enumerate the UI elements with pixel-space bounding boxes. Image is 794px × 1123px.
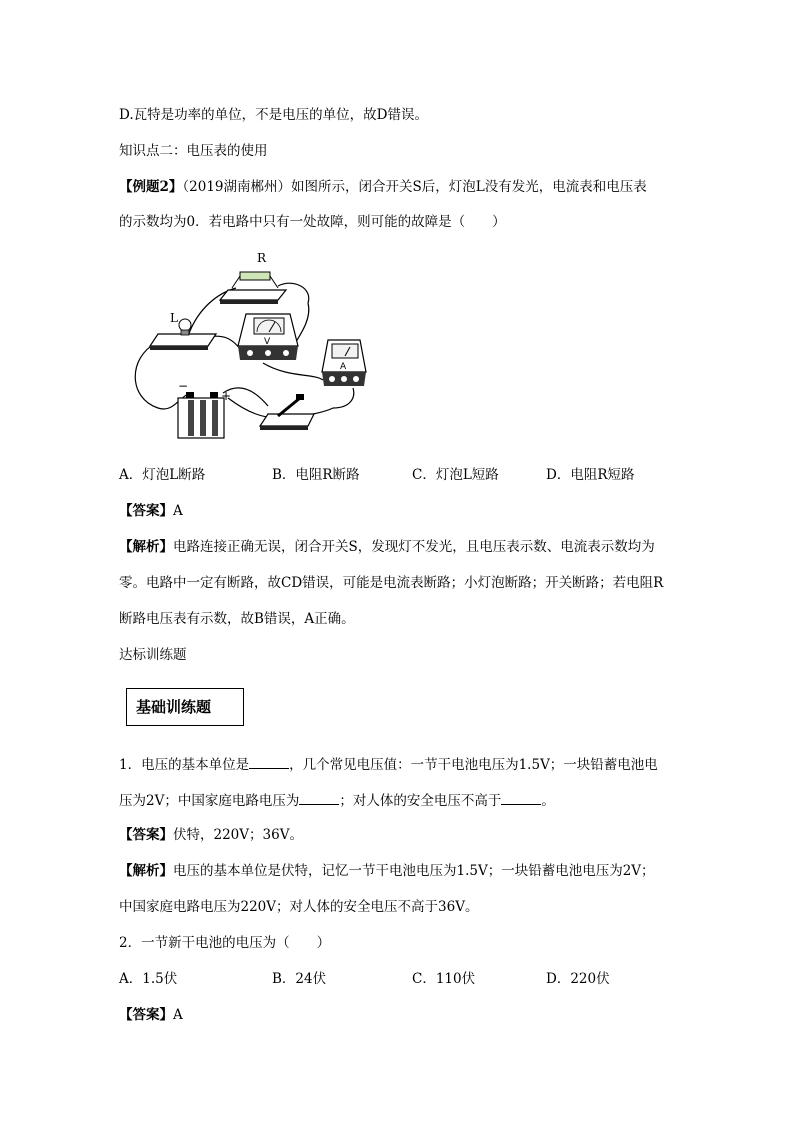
- question-2: 2．一节新干电池的电压为（ ）: [119, 935, 331, 951]
- example-2-line1: [119, 178, 647, 196]
- question-1-line2: [119, 790, 555, 810]
- label-plus: +: [221, 389, 232, 403]
- example-tag: 【例题2】: [119, 179, 183, 195]
- q1-part-d: ；对人体的安全电压不高于: [339, 793, 502, 809]
- battery: [178, 392, 224, 438]
- text-line-d-conclusion: D.瓦特是功率的单位，不是电压的单位，故D错误。: [119, 107, 428, 123]
- analysis-line-5: 中国家庭电路电压为220V；对人体的安全电压不高于36V。: [119, 899, 479, 915]
- answer-line-3: [119, 1006, 183, 1024]
- analysis-text-2: 电压的基本单位是伏特，记忆一节干电池电压为1.5V；一块铅蓄电池电压为2V；: [173, 863, 655, 879]
- answer-line-1: [119, 502, 183, 520]
- option-d: D．电阻R短路: [546, 467, 635, 483]
- answer-value-2: 伏特，220V；36V。: [173, 827, 303, 843]
- circuit-figure: [128, 248, 378, 448]
- answer-tag-3: 【答案】: [119, 1007, 173, 1023]
- example-text: （2019湖南郴州）如图所示，闭合开关S后，灯泡L没有发光，电流表和电压表: [182, 179, 647, 195]
- lamp-l: [150, 319, 216, 350]
- option-a-2: A．1.5伏: [119, 971, 178, 987]
- basic-training-box: 基础训练题: [126, 688, 244, 726]
- resistor-r: [220, 272, 286, 304]
- blank-3: [501, 790, 541, 805]
- q1-part-e: 。: [541, 793, 555, 809]
- q1-part-a: 1．电压的基本单位是: [119, 757, 250, 773]
- label-v: V: [264, 337, 271, 347]
- label-r: R: [257, 251, 267, 265]
- label-l: L: [170, 311, 178, 325]
- option-b: B．电阻R断路: [272, 467, 360, 483]
- option-d-2: D．220伏: [546, 971, 610, 987]
- option-b-2: B．24伏: [272, 971, 327, 987]
- analysis-line-3: 断路电压表有示数，故B错误，A正确。: [119, 611, 355, 627]
- option-c-2: C．110伏: [412, 971, 476, 987]
- knowledge-point-heading: 知识点二：电压表的使用: [119, 143, 268, 159]
- option-c: C．灯泡L短路: [412, 467, 499, 483]
- answer-tag-2: 【答案】: [119, 827, 173, 843]
- answer-value: A: [173, 503, 183, 519]
- option-a: A．灯泡L断路: [119, 467, 206, 483]
- q1-part-b: ，几个常见电压值：一节干电池电压为1.5V；一块铅蓄电池电: [289, 757, 658, 773]
- analysis-line-1: [119, 538, 655, 556]
- analysis-tag: 【解析】: [119, 539, 173, 555]
- analysis-tag-2: 【解析】: [119, 863, 173, 879]
- analysis-line-4: [119, 862, 655, 880]
- label-minus: −: [178, 379, 189, 393]
- section-heading: 达标训练题: [119, 647, 187, 663]
- answer-value-3: A: [173, 1007, 183, 1023]
- answer-tag: 【答案】: [119, 503, 173, 519]
- analysis-line-2: 零。电路中一定有断路，故CD错误，可能是电流表断路；小灯泡断路；开关断路；若电阻R: [119, 575, 664, 591]
- label-a: A: [340, 362, 347, 372]
- blank-1: [249, 754, 289, 769]
- example-2-line2: 的示数均为0．若电路中只有一处故障，则可能的故障是（ ）: [119, 214, 506, 230]
- answer-line-2: [119, 826, 303, 844]
- analysis-text: 电路连接正确无误，闭合开关S，发现灯不发光，且电压表示数、电流表示数均为: [173, 539, 655, 555]
- blank-2: [299, 790, 339, 805]
- q1-part-c: 压为2V；中国家庭电路电压为: [119, 793, 300, 809]
- question-1-line1: [119, 754, 658, 774]
- switch-s: [260, 394, 314, 430]
